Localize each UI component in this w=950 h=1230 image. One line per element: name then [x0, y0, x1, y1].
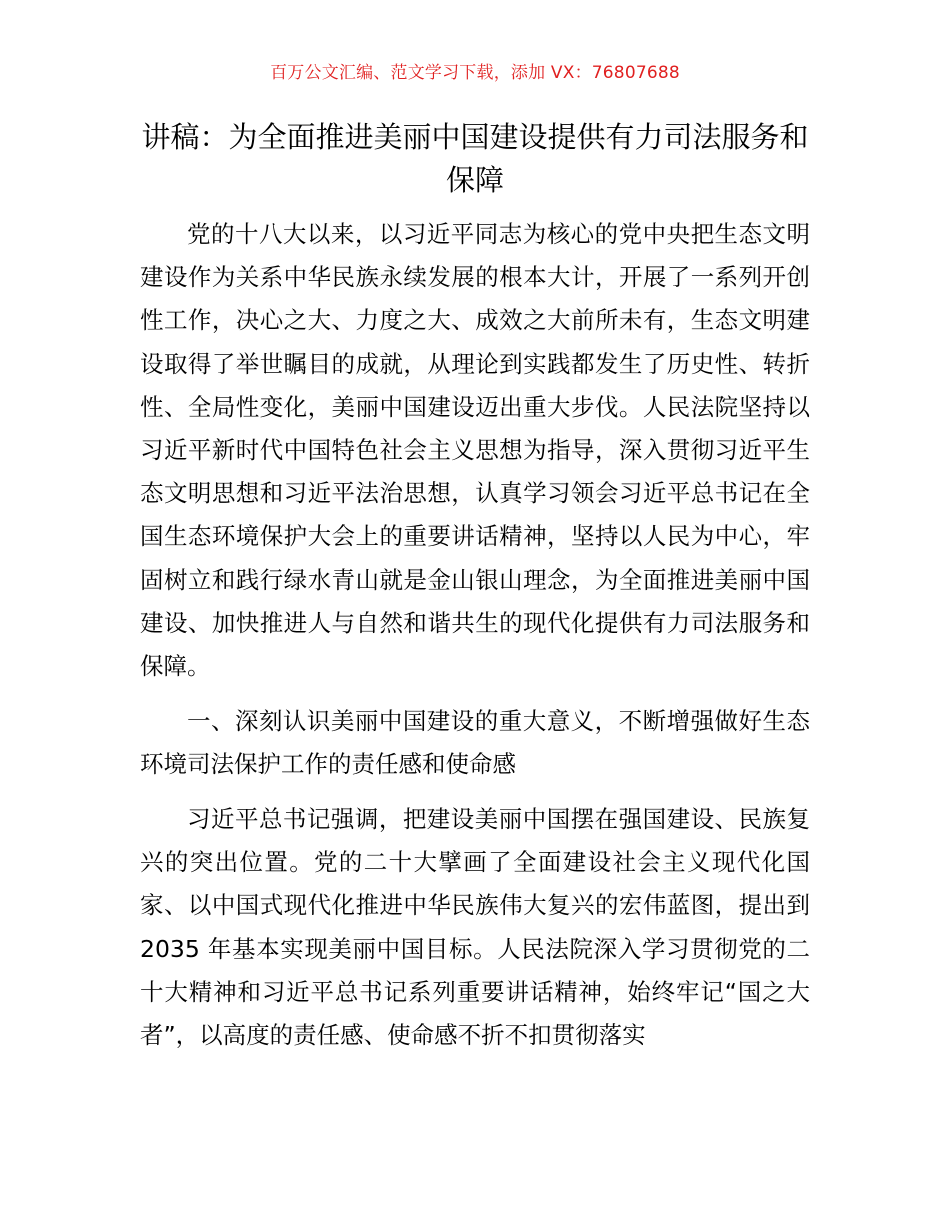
paragraph-section-1: [140, 798, 810, 1057]
section-heading-text: 一、深刻认识美丽中国建设的重大意义，不断增强做好生态环境司法保护工作的责任感和使命感: [140, 707, 810, 779]
paragraph-text: 党的十八大以来，以习近平同志为核心的党中央把生态文明建设作为关系中华民族永续发展的根本大计，开展了一系列开创性工作，决心之大、力度之大、成效之大前所未有，生态文明建设取得了举世瞩目的成就，从理论到实践都发生了历史性、转折性、全局性变化，美丽中国建设迈出重大步伐。人民法院坚持以习近平新时代中国特色社会主义思想为指导，深入贯彻习近平生态文明思想和习近平法治思想，认真学习领会习近平总书记在全国生态环境保护大会上的重要讲话精神，坚持以人民为中心，牢固树立和践行绿水青山就是金山银山理念，为全面推进美丽中国建设、加快推进人与自然和谐共生的现代化提供有力司法服务和保障。: [140, 220, 810, 681]
watermark-header: 百万公文汇编、范文学习下载，添加 VX：76807688: [270, 63, 680, 83]
paragraph-text: 习近平总书记强调，把建设美丽中国摆在强国建设、民族复兴的突出位置。党的二十大擘画了全面建设社会主义现代化国家、以中国式现代化推进中华民族伟大复兴的宏伟蓝图，提出到 2035 年基本实现美丽中国目标。人民法院深入学习贯彻党的二十大精神和习近平总书记系列重要讲话精神，始终牢记“国之大者”，以高度的责任感、使命感不折不扣贯彻落实: [140, 805, 810, 1050]
paragraph-intro: [140, 213, 810, 688]
section-heading-1: [140, 700, 810, 786]
page-title: 讲稿：为全面推进美丽中国建设提供有力司法服务和保障: [141, 120, 809, 197]
